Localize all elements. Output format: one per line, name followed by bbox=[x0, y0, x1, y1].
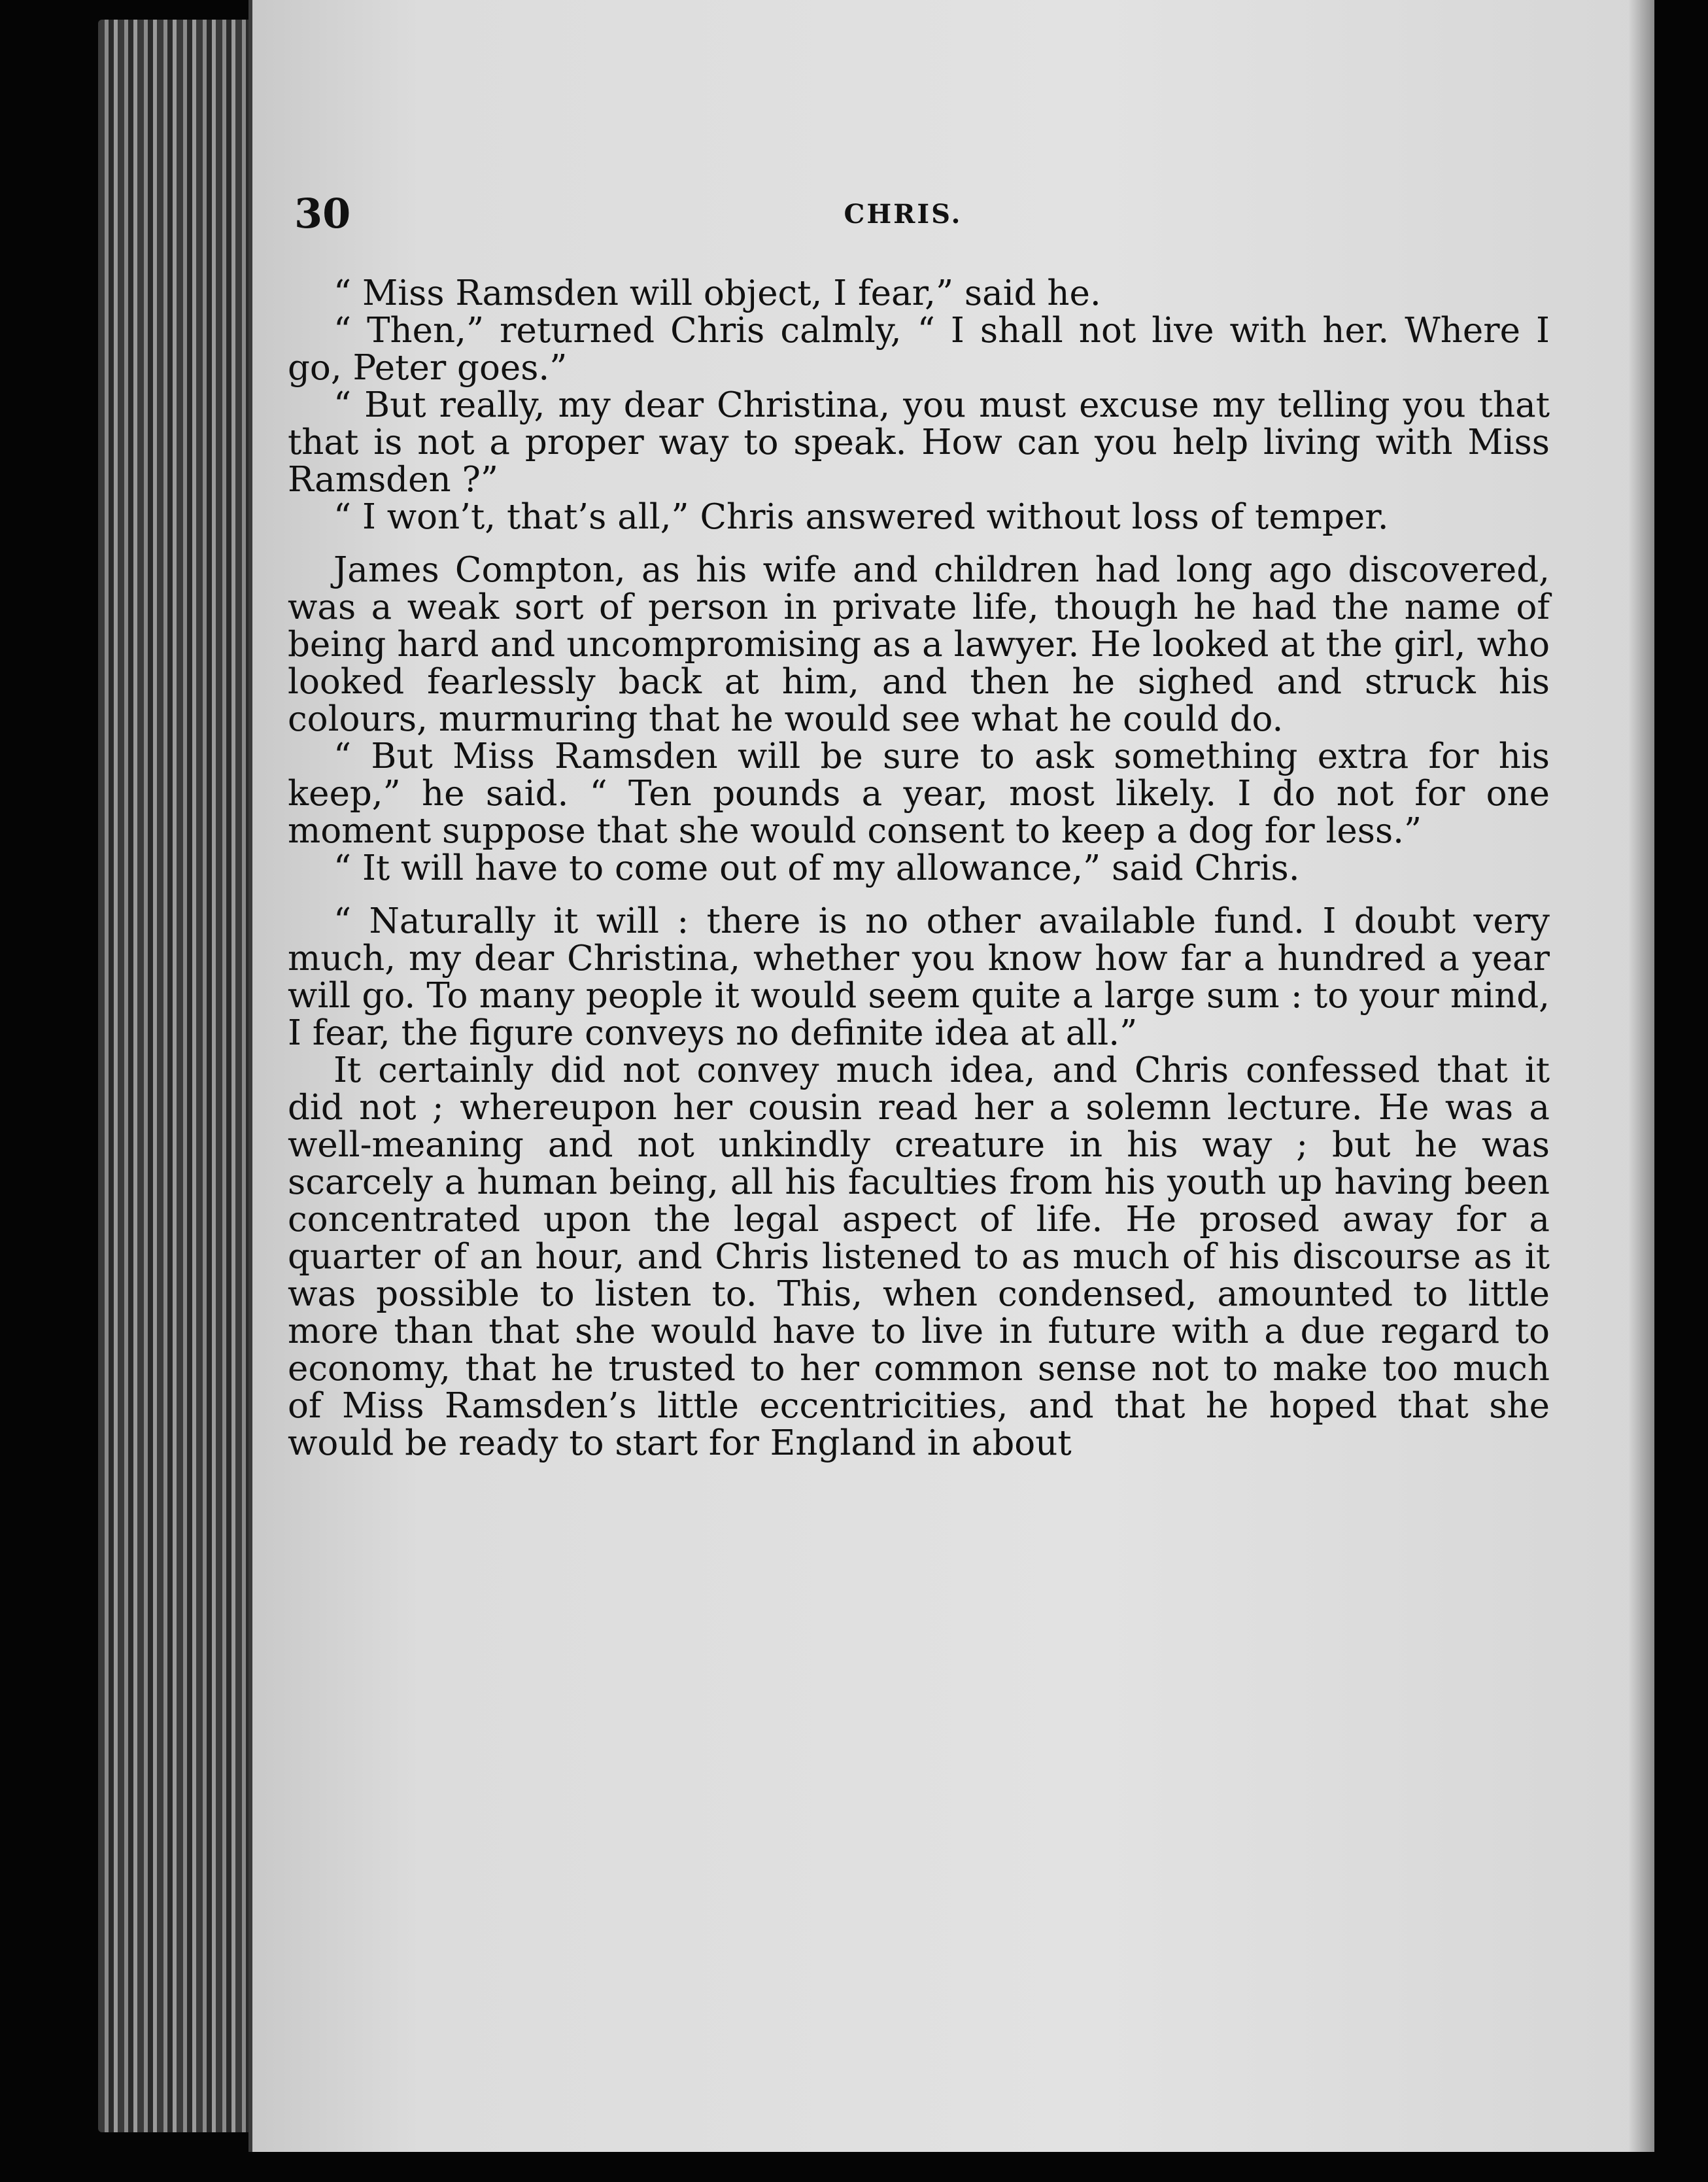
page-number: 30 bbox=[294, 190, 351, 237]
paragraph: “ Naturally it will : there is no other available fund. I doubt very much, my dear Christina, whether you know how far a hundred a year will go. To many people it would seem quite a large sum : to your mind, I fear, the figure conveys no definite idea at all.” bbox=[288, 901, 1550, 1053]
paragraph: “ But really, my dear Christina, you must excuse my telling you that that is not a proper way to speak. How can you help living with Miss Ramsden ?” bbox=[288, 385, 1550, 500]
paragraph: “ Then,” returned Chris calmly, “ I shall not live with her. Where I go, Peter goes.” bbox=[288, 311, 1550, 388]
paragraph: It certainly did not convey much idea, and Chris confessed that it did not ; whereupon her cousin read her a solemn lecture. He was a well-meaning and not unkindly creature in his way ; but he was scarcely a human being, all his faculties from his youth up having been concentrated upon the legal aspect of life. He prosed away for a quarter of an hour, and Chris listened to as much of his discourse as it was possible to listen to. This, when condensed, amounted to little more than that she would have to live in future with a due regard to economy, that he trusted to her common sense not to make too much of Miss Ramsden’s little eccentricities, and that he hoped that she would be ready to start for England in about bbox=[288, 1050, 1550, 1463]
body-text bbox=[288, 275, 1550, 1462]
paragraph: James Compton, as his wife and children had long ago discovered, was a weak sort of person in private life, though he had the name of being hard and uncompromising as a lawyer. He looked at the girl, who looked fearlessly back at him, and then he sighed and struck his colours, murmuring that he would see what he could do. bbox=[288, 550, 1550, 739]
paragraph: “ But Miss Ramsden will be sure to ask something extra for his keep,” he said. “ Ten pounds a year, most likely. I do not for one moment suppose that she would consent to keep a dog for less.” bbox=[288, 736, 1550, 851]
running-title: CHRIS. bbox=[844, 199, 963, 230]
page-header bbox=[294, 190, 1512, 249]
paragraph: “ It will have to come out of my allowance,” said Chris. bbox=[333, 848, 1300, 888]
paragraph: “ Miss Ramsden will object, I fear,” said he. bbox=[333, 273, 1101, 313]
paragraph: “ I won’t, that’s all,” Chris answered without loss of temper. bbox=[333, 497, 1389, 537]
